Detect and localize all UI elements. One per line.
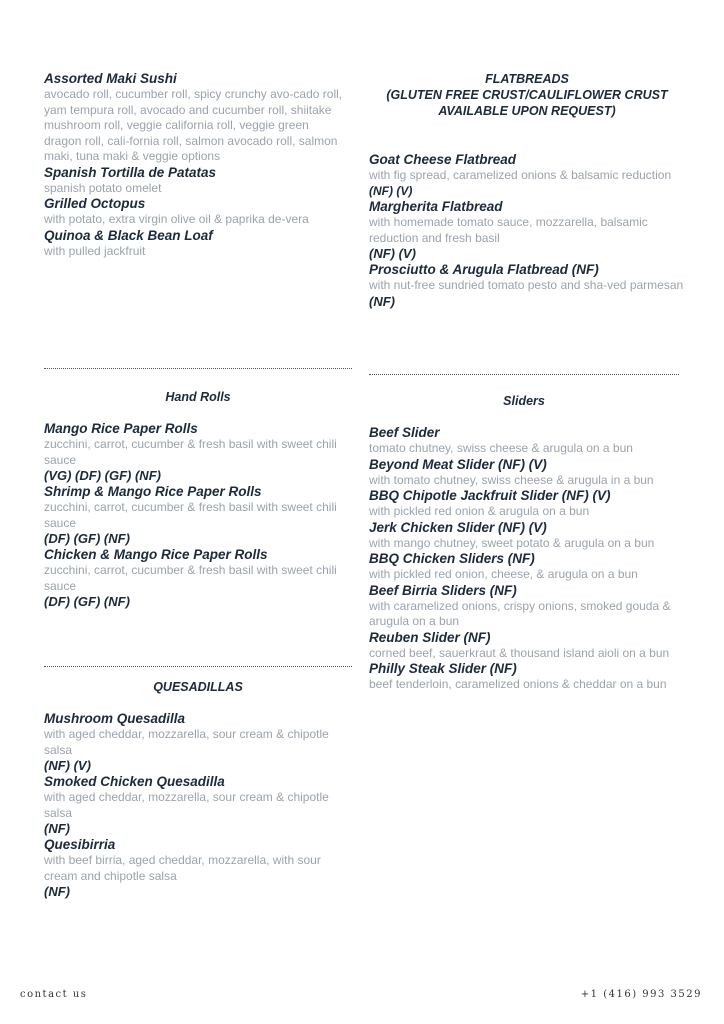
section-divider [44, 368, 352, 369]
diet-tag: (DF) (GF) (NF) [44, 594, 130, 609]
phone-number[interactable]: +1 (416) 993 3529 [580, 989, 702, 1000]
item-name: Quinoa & Black Bean Loaf [44, 227, 213, 243]
item-desc: zucchini, carrot, cucumber & fresh basil with sweet chili sauce [44, 500, 337, 530]
item-name: Beyond Meat Slider (NF) (V) [369, 456, 547, 472]
item-name: Spanish Tortilla de Patatas [44, 164, 217, 180]
item-name: Goat Cheese Flatbread [369, 152, 517, 167]
item-name: Assorted Maki Sushi [44, 71, 177, 86]
item-desc: with pulled jackfruit [44, 243, 146, 258]
item-name: Philly Steak Slider (NF) [369, 661, 517, 676]
item-name: BBQ Chipotle Jackfruit Slider (NF) (V) [369, 488, 611, 503]
quesadillas-heading: QUESADILLAS [153, 680, 243, 694]
section-divider [369, 374, 679, 375]
diet-tag: (VG) (DF) (GF) (NF) [44, 468, 161, 483]
item-name: Reuben Slider (NF) [369, 629, 491, 645]
item-desc: beef tenderloin, caramelized onions & cheddar on a bun [369, 677, 667, 691]
item-desc: corned beef, sauerkraut & thousand island aioli on a bun [369, 645, 670, 660]
item-desc: with homemade tomato sauce, mozzarella, balsamic reduction and fresh basil [369, 215, 648, 245]
item-desc: with fig spread, caramelized onions & balsamic reduction (NF) (V) [369, 168, 672, 198]
diet-tag: (NF) [44, 884, 70, 899]
diet-tag: (DF) (GF) (NF) [44, 531, 130, 546]
item-name: Beef Slider [369, 425, 440, 440]
item-name: Mango Rice Paper Rolls [44, 421, 198, 436]
item-desc: with pickled red onion & arugula on a bun [369, 504, 590, 518]
item-desc: with nut-free sundried tomato pesto and sha-ved parmesan [369, 278, 684, 292]
quesadillas-section [44, 679, 352, 900]
item-desc: with tomato chutney, swiss cheese & arugula in a bun [369, 472, 654, 487]
flatbreads-section [369, 71, 685, 310]
item-name: Shrimp & Mango Rice Paper Rolls [44, 484, 262, 499]
item-name: Grilled Octopus [44, 196, 146, 211]
item-desc: avocado roll, cucumber roll, spicy crunchy avo-cado roll, yam tempura roll, avocado and cucumber roll, shiitake mushroom roll, veggie california roll, veggie green dragon roll, cali-fornia roll, salmon avocado roll, salmon maki, tuna maki & veggie options [44, 87, 343, 163]
contact-us-link[interactable]: contact us [20, 989, 88, 1000]
sliders-heading: Sliders [503, 394, 545, 408]
section-divider [44, 666, 352, 667]
item-name: Quesibirria [44, 837, 116, 852]
hand-rolls-heading: Hand Rolls [165, 390, 231, 404]
item-name: Smoked Chicken Quesadilla [44, 774, 225, 789]
sushi-section [44, 71, 344, 259]
flatbreads-subheading: AVAILABLE UPON REQUEST) [438, 104, 616, 118]
item-desc: with caramelized onions, crispy onions, smoked gouda & arugula on a bun [369, 598, 671, 628]
item-name: BBQ Chicken Sliders (NF) [369, 551, 535, 566]
hand-rolls-section [44, 389, 352, 610]
diet-tag: (NF) (V) [369, 183, 413, 198]
diet-tag: (NF) [44, 821, 70, 836]
item-name: Margherita Flatbread [369, 199, 503, 214]
item-desc: with aged cheddar, mozzarella, sour cream & chipotle salsa [44, 790, 329, 820]
item-desc: tomato chutney, swiss cheese & arugula on a bun [369, 441, 633, 455]
diet-tag: (NF) [369, 293, 395, 309]
item-desc: with pickled red onion, cheese, & arugula on a bun [369, 567, 638, 581]
diet-tag: (NF) (V) [369, 246, 416, 261]
sliders-section [369, 393, 679, 693]
item-desc: with potato, extra virgin olive oil & paprika de-vera [44, 212, 309, 226]
flatbreads-subheading: (GLUTEN FREE CRUST/CAULIFLOWER CRUST [386, 88, 668, 102]
item-name: Mushroom Quesadilla [44, 711, 186, 726]
item-desc: zucchini, carrot, cucumber & fresh basil with sweet chili sauce [44, 563, 337, 593]
item-name: Chicken & Mango Rice Paper Rolls [44, 547, 268, 562]
flatbreads-heading: FLATBREADS [485, 72, 569, 86]
item-desc: zucchini, carrot, cucumber & fresh basil with sweet chili sauce [44, 437, 337, 467]
item-name: Beef Birria Sliders (NF) [369, 582, 517, 598]
item-desc: spanish potato omelet [44, 180, 162, 195]
item-desc: with aged cheddar, mozzarella, sour cream & chipotle salsa [44, 727, 329, 757]
item-desc: with beef birria, aged cheddar, mozzarella, with sour cream and chipotle salsa [44, 853, 321, 883]
item-name: Jerk Chicken Slider (NF) (V) [369, 519, 547, 535]
diet-tag: (NF) (V) [44, 758, 91, 773]
item-desc: with mango chutney, sweet potato & arugula on a bun [369, 535, 655, 550]
item-name: Prosciutto & Arugula Flatbread (NF) [369, 262, 599, 277]
